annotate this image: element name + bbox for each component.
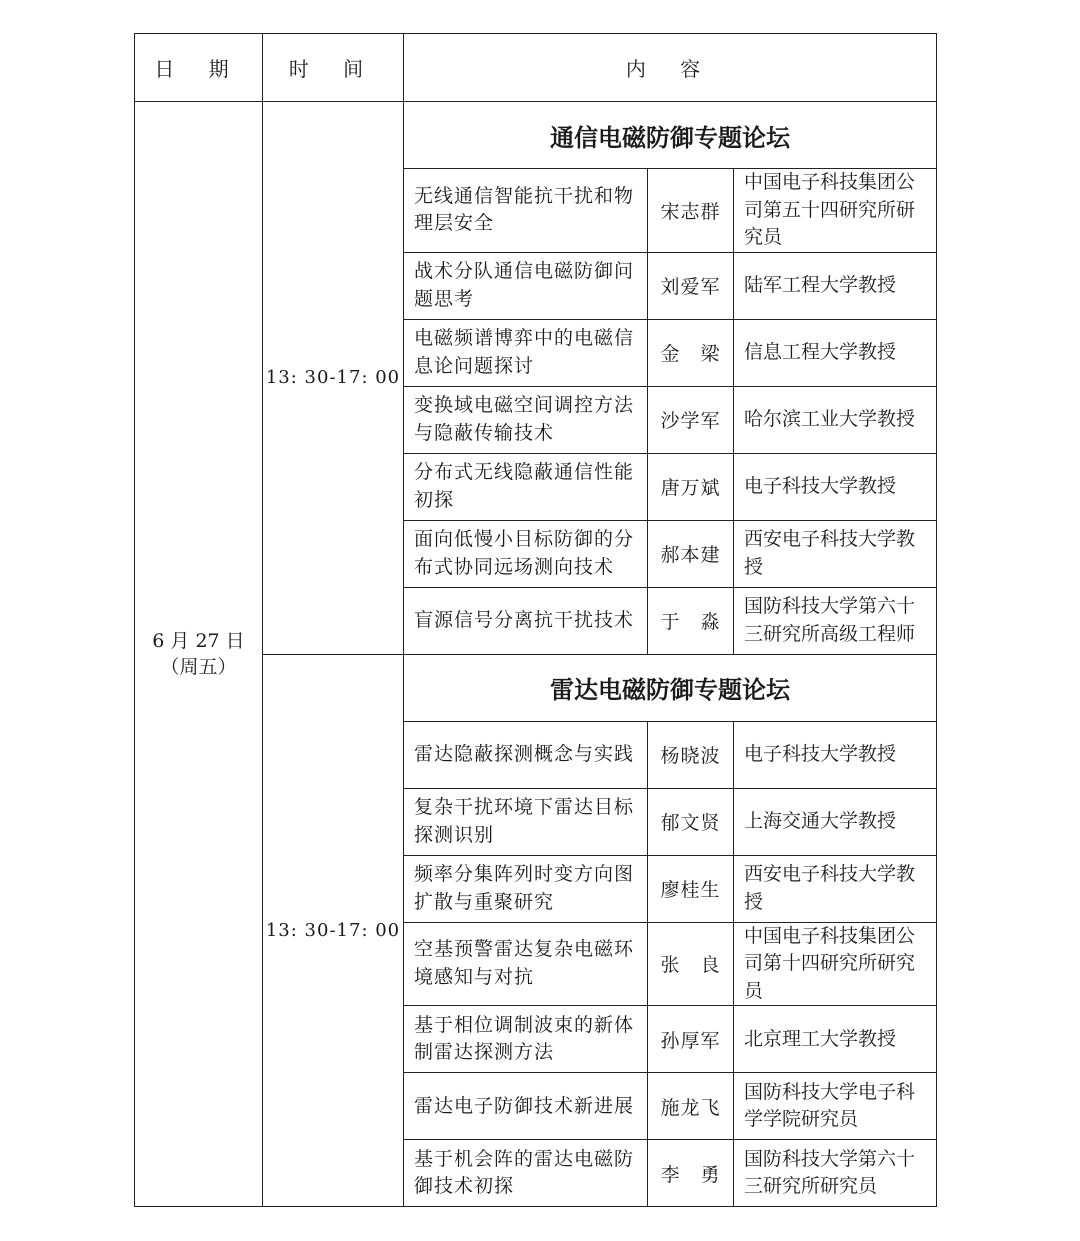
talk-speaker: 于 淼 [648, 587, 734, 654]
talk-affiliation: 国防科技大学第六十三研究所高级工程师 [734, 587, 937, 654]
talk-affiliation: 哈尔滨工业大学教授 [734, 386, 937, 453]
talk-title: 雷达电子防御技术新进展 [404, 1073, 648, 1140]
talk-affiliation: 西安电子科技大学教授 [734, 520, 937, 587]
talk-speaker: 沙学军 [648, 386, 734, 453]
talk-speaker: 张 良 [648, 922, 734, 1006]
header-date: 日 期 [135, 34, 263, 102]
talk-title: 无线通信智能抗干扰和物理层安全 [404, 169, 648, 253]
talk-speaker: 施龙飞 [648, 1073, 734, 1140]
talk-title: 分布式无线隐蔽通信性能初探 [404, 453, 648, 520]
talk-title: 复杂干扰环境下雷达目标探测识别 [404, 788, 648, 855]
talk-title: 盲源信号分离抗干扰技术 [404, 587, 648, 654]
schedule-table [134, 33, 937, 1207]
header-time: 时 间 [263, 34, 404, 102]
talk-title: 电磁频谱博弈中的电磁信息论问题探讨 [404, 319, 648, 386]
date-text: 6 月 27 日 [152, 629, 245, 652]
talk-title: 面向低慢小目标防御的分布式协同远场测向技术 [404, 520, 648, 587]
talk-affiliation: 中国电子科技集团公司第五十四研究所研究员 [734, 169, 937, 253]
talk-title: 空基预警雷达复杂电磁环境感知与对抗 [404, 922, 648, 1006]
talk-affiliation: 西安电子科技大学教授 [734, 855, 937, 922]
talk-title: 雷达隐蔽探测概念与实践 [404, 721, 648, 788]
talk-speaker: 杨晓波 [648, 721, 734, 788]
talk-title: 基于机会阵的雷达电磁防御技术初探 [404, 1140, 648, 1207]
forum-title: 雷达电磁防御专题论坛 [404, 654, 937, 721]
talk-affiliation: 上海交通大学教授 [734, 788, 937, 855]
date-cell [135, 102, 263, 1207]
weekday-text: （周五） [160, 656, 237, 679]
talk-speaker: 金 梁 [648, 319, 734, 386]
talk-title: 频率分集阵列时变方向图扩散与重聚研究 [404, 855, 648, 922]
header-content: 内 容 [404, 34, 937, 102]
talk-affiliation: 信息工程大学教授 [734, 319, 937, 386]
talk-speaker: 郁文贤 [648, 788, 734, 855]
talk-speaker: 郝本建 [648, 520, 734, 587]
time-cell: 13: 30-17: 00 [263, 654, 404, 1207]
time-cell: 13: 30-17: 00 [263, 102, 404, 655]
talk-speaker: 刘爱军 [648, 252, 734, 319]
talk-affiliation: 中国电子科技集团公司第十四研究所研究员 [734, 922, 937, 1006]
talk-speaker: 李 勇 [648, 1140, 734, 1207]
talk-speaker: 宋志群 [648, 169, 734, 253]
talk-affiliation: 国防科技大学第六十三研究所研究员 [734, 1140, 937, 1207]
talk-speaker: 廖桂生 [648, 855, 734, 922]
talk-speaker: 孙厚军 [648, 1006, 734, 1073]
forum-title-row [135, 102, 937, 169]
header-row [135, 34, 937, 102]
talk-affiliation: 电子科技大学教授 [734, 453, 937, 520]
talk-affiliation: 国防科技大学电子科学学院研究员 [734, 1073, 937, 1140]
talk-speaker: 唐万斌 [648, 453, 734, 520]
talk-affiliation: 北京理工大学教授 [734, 1006, 937, 1073]
talk-title: 战术分队通信电磁防御问题思考 [404, 252, 648, 319]
talk-title: 基于相位调制波束的新体制雷达探测方法 [404, 1006, 648, 1073]
forum-title: 通信电磁防御专题论坛 [404, 102, 937, 169]
talk-title: 变换域电磁空间调控方法与隐蔽传输技术 [404, 386, 648, 453]
talk-affiliation: 陆军工程大学教授 [734, 252, 937, 319]
talk-affiliation: 电子科技大学教授 [734, 721, 937, 788]
